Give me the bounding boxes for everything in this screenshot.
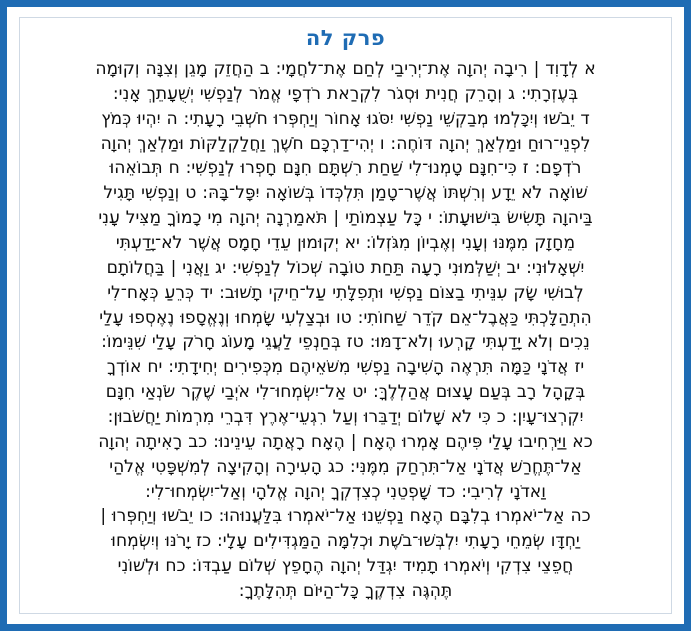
verse-line: לְבוּשִׁי שָׂק עִנֵּיתִי בַצּוֹם נַפְשִׁי וּתְפִלָּתִי עַל־חֵיקִי תָשׁוּב: יד כְּרֵעַ כְּאָח־לִי	[107, 282, 584, 303]
verse-line: אַל־תֶּחֱרַשׁ אֲדֹנָי אַל־תִּרְחַק מִמֶּנִּי: כג הָעִירָה וְהָקִיצָה לְמִשְׁפָּטִי אֱלֹהַי	[109, 456, 582, 477]
verse-line: א לְדָוִד | רִיבָה יְהוָה אֶת־יְרִיבַי לְחַם אֶת־לֹחֲמָי: ב הַחֲזֵק מָגֵן וְצִנָּה וְקוּמָה	[95, 59, 596, 79]
verse-line: יִקְרְצוּ־עָיִן: כ כִּי לֹא שָׁלוֹם יְדַבֵּרוּ וְעַל רִגְעֵי־אֶרֶץ דִּבְרֵי מִרְמוֹת יַחֲשֹׁבוּן:	[107, 407, 584, 428]
verse-line: יַחְדָּו שְׂמֵחֵי רָעָתִי יִלְבְּשׁוּ־בֹשֶׁת וּכְלִמָּה הַמַּגְדִּילִים עָלָי: כז יָרֹנּוּ וְיִשְׂמְחוּ	[111, 531, 580, 552]
verse-line: חֲפֵצֵי צִדְקִי וְיֹאמְרוּ תָמִיד יִגְדַּל יְהוָה הֶחָפֵץ שְׁלוֹם עַבְדּוֹ: כח וּלְשׁוֹנִי	[117, 556, 574, 577]
verse-line: הִתְהַלָּכְתִּי כַּאֲבֶל־אֵם קֹדֵר שַׁחוֹתִי: טו וּבְצַלְעִי שָׂמְחוּ וְנֶאֱסָפוּ נֶאֶסְפוּ עָלַי	[99, 307, 592, 328]
verse-line: יִשְׁאָלוּנִי: יב יְשַׁלְּמוּנִי רָעָה תַּחַת טוֹבָה שְׁכוֹל לְנַפְשִׁי: יג וַאֲנִי | בַּחֲלוֹתָם	[106, 257, 585, 278]
verse-line: יז אֲדֹנָי כַּמָּה תִּרְאֶה הָשִׁיבָה נַפְשִׁי מִשֹּׁאֵיהֶם מִכְּפִירִים יְחִידָתִי: יח אוֹדְךָ	[106, 357, 585, 378]
verse-line: שׁוֹאָה לֹא יֵדָע וְרִשְׁתּוֹ אֲשֶׁר־טָמַן תִּלְכְּדוֹ בְּשׁוֹאָה יִפָּל־בָּהּ: ט וְנַפְשִׁי תָּגִיל	[103, 183, 588, 204]
verse-line: ד יֵבֹשׁוּ וְיִכָּלְמוּ מְבַקְשֵׁי נַפְשִׁי יִסֹּגוּ אָחוֹר וְיַחְפְּרוּ חֹשְׁבֵי רָעָתִי: ה יִהְיוּ כְּמֹץ	[101, 108, 590, 129]
chapter-title: פרק לה	[305, 26, 386, 50]
verse-line: כה אַל־יֹאמְרוּ בְלִבָּם הֶאָח נַפְשֵׁנוּ אַל־יֹאמְרוּ בִּלַּעֲנוּהוּ: כו יֵבֹשׁוּ וְיַחְפְּרוּ |	[100, 506, 591, 527]
verse-line: בְּעֶזְרָתִי: ג וְהָרֵק חֲנִית וּסְגֹר לִקְרַאת רֹדְפָי אֱמֹר לְנַפְשִׁי יְשֻׁעָתֵךְ אָנִי:	[112, 83, 579, 104]
verse-line: וַאדֹנָי לְרִיבִי: כד שָׁפְטֵנִי כְצִדְקְךָ יְהוָה אֱלֹהָי וְאַל־יִשְׂמְחוּ־לִי:	[145, 481, 546, 502]
verse-line: רֹדְפָם: ז כִּי־חִנָּם טָמְנוּ־לִי שַׁחַת רִשְׁתָּם חִנָּם חָפְרוּ לְנַפְשִׁי: ח תְּבוֹאֵהוּ	[109, 158, 582, 179]
document-inner-frame	[19, 17, 672, 614]
verse-line: בַּיהוָה תָּשִׂישׂ בִּישׁוּעָתוֹ: י כָּל עַצְמוֹתַי | תֹּאמַרְנָה יְהוָה מִי כָמוֹךָ מַצִּיל עָנִי	[98, 208, 593, 229]
verse-line: כא וַיַּרְחִיבוּ עָלַי פִּיהֶם אָמְרוּ הֶאָח | הֶאָח רָאֲתָה עֵינֵינוּ: כב רָאִיתָה יְהוָה	[98, 431, 593, 452]
psalm-body	[30, 57, 661, 604]
verse-line: מֵחָזָק מִמֶּנּוּ וְעָנִי וְאֶבְיוֹן מִגֹּזְלוֹ: יא יְקוּמוּן עֵדֵי חָמָס אֲשֶׁר לֹא־יָדַעְתִּי	[115, 233, 576, 254]
verse-line: בְּקָהָל רָב בְּעַם עָצוּם אֲהַלְלֶךָּ: יט אַל־יִשְׂמְחוּ־לִי אֹיְבַי שֶׁקֶר שֹׂנְאַי חִנָּם	[105, 382, 586, 403]
verse-line: נֵכִים וְלֹא יָדַעְתִּי קָרְעוּ וְלֹא־דָמּוּ: טז בְּחַנְפֵי לַעֲגֵי מָעוֹג חָרֹק עָלַי שִׁנֵּימוֹ:	[101, 332, 590, 353]
verse-line: לִפְנֵי־רוּחַ וּמַלְאַךְ יְהוָה דּוֹחֶה: ו יְהִי־דַרְכָּם חֹשֶׁךְ וַחֲלַקְלַקּוֹת וּמַלְאַךְ יְהוָה	[100, 133, 591, 154]
verse-line: תֶּהְגֶּה צִדְקֶךָ כָּל־הַיּוֹם תְּהִלָּתֶךָ:	[238, 581, 453, 602]
